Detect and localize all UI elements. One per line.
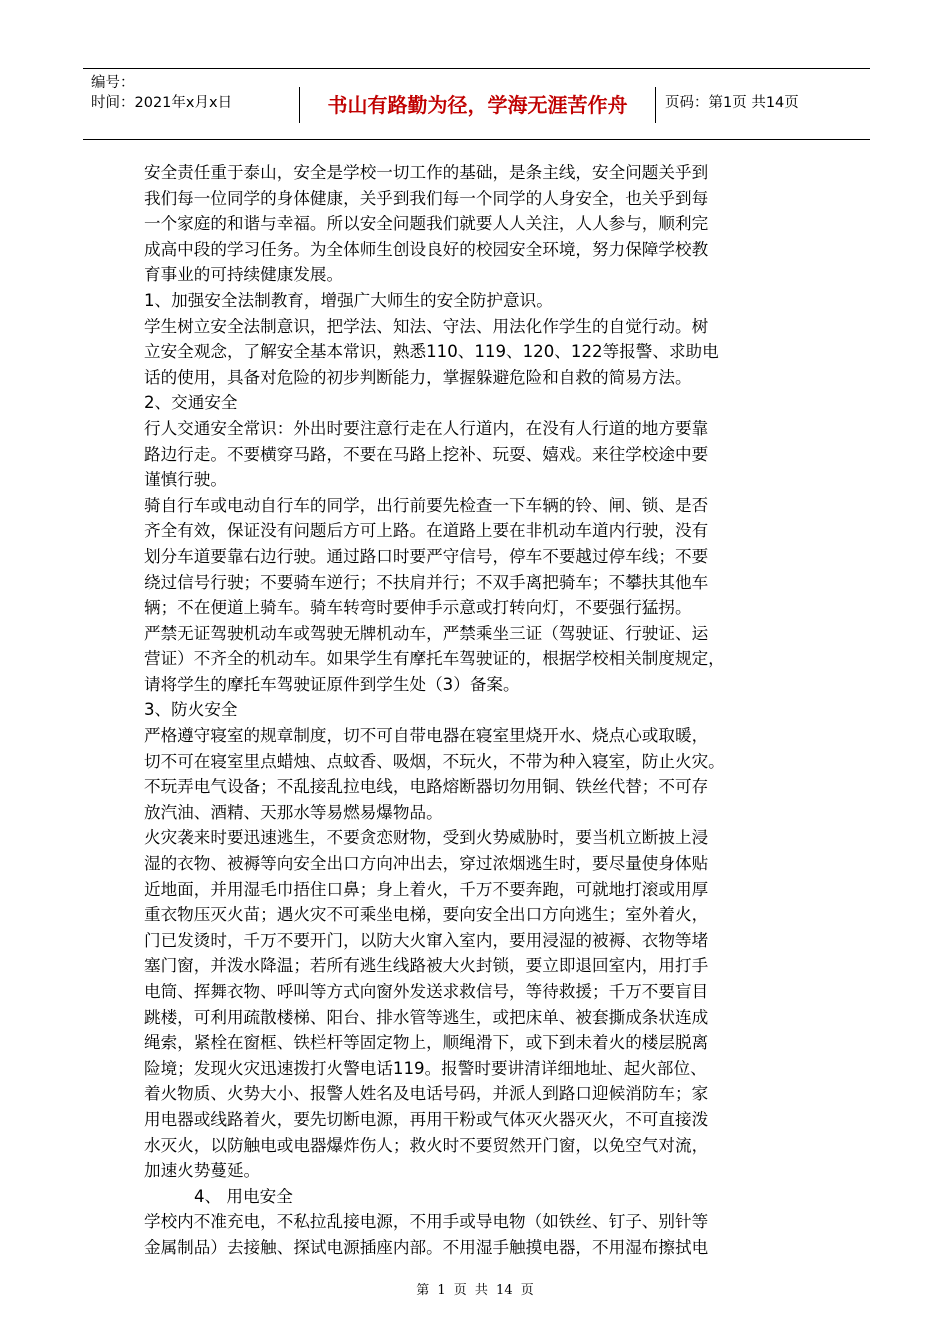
body-line: 不玩弄电气设备；不乱接乱拉电线，电路熔断器切勿用铜、铁丝代替；不可存 bbox=[144, 777, 709, 797]
body-line: 骑自行车或电动自行车的同学，出行前要先检查一下车辆的铃、闸、锁、是否 bbox=[144, 495, 709, 515]
body-line: 营证）不齐全的机动车。如果学生有摩托车驾驶证的，根据学校相关制度规定， bbox=[144, 649, 725, 669]
body-line: 切不可在寝室里点蜡烛、点蚊香、吸烟，不玩火，不带为种入寝室，防止火灾。 bbox=[144, 751, 725, 771]
document-date: 时间：2021年x月x日 bbox=[91, 95, 233, 111]
body-line: 成高中段的学习任务。为全体师生创设良好的校园安全环境，努力保障学校教 bbox=[144, 239, 709, 259]
body-line: 安全责任重于泰山，安全是学校一切工作的基础，是条主线，安全问题关乎到 bbox=[144, 163, 709, 182]
body-line: 湿的衣物、被褥等向安全出口方向冲出去，穿过浓烟逃生时，要尽量使身体贴 bbox=[144, 854, 709, 874]
body-line: 行人交通安全常识：外出时要注意行走在人行道内，在没有人行道的地方要靠 bbox=[144, 418, 709, 438]
body-line: 水灭火，以防触电或电器爆炸伤人；救火时不要贸然开门窗，以免空气对流， bbox=[144, 1135, 709, 1155]
body-line: 金属制品）去接触、探试电源插座内部。不用湿手触摸电器，不用湿布擦拭电 bbox=[144, 1237, 709, 1257]
body-line: 谨慎行驶。 bbox=[144, 470, 227, 490]
body-line: 严格遵守寝室的规章制度，切不可自带电器在寝室里烧开水、烧点心或取暖， bbox=[144, 726, 709, 746]
body-line: 辆；不在便道上骑车。骑车转弯时要伸手示意或打转向灯，不要强行猛拐。 bbox=[144, 598, 692, 618]
body-line: 齐全有效，保证没有问题后方可上路。在道路上要在非机动车道内行驶，没有 bbox=[144, 521, 709, 541]
body-line: 跳楼，可利用疏散楼梯、阳台、排水管等逃生，或把床单、被套撕成条状连成 bbox=[144, 1007, 709, 1027]
header-page-info: 页码：第1页 共14页 bbox=[665, 95, 799, 111]
document-number: 编号： bbox=[91, 75, 135, 91]
body-line: 立安全观念，了解安全基本常识，熟悉110、119、120、122等报警、求助电 bbox=[144, 342, 719, 362]
body-line: 4、 用电安全 bbox=[194, 1186, 293, 1206]
body-line: 放汽油、酒精、天那水等易燃易爆物品。 bbox=[144, 802, 443, 822]
body-line: 绳索，紧栓在窗框、铁栏杆等固定物上，顺绳滑下，或下到未着火的楼层脱离 bbox=[144, 1033, 709, 1053]
body-line: 话的使用，具备对危险的初步判断能力，掌握躲避危险和自救的简易方法。 bbox=[144, 367, 692, 387]
body-line: 火灾袭来时要迅速逃生，不要贪恋财物，受到火势威胁时，要当机立断披上浸 bbox=[144, 828, 709, 848]
body-line: 塞门窗，并泼水降温；若所有逃生线路被大火封锁，要立即退回室内，用打手 bbox=[144, 956, 709, 976]
body-line: 绕过信号行驶；不要骑车逆行；不扶肩并行；不双手离把骑车；不攀扶其他车 bbox=[144, 572, 709, 592]
body-line: 严禁无证驾驶机动车或驾驶无牌机动车，严禁乘坐三证（驾驶证、行驶证、运 bbox=[144, 623, 709, 643]
document-body bbox=[144, 160, 809, 1261]
body-line: 用电器或线路着火，要先切断电源，再用干粉或气体灭火器灭火，不可直接泼 bbox=[144, 1109, 709, 1129]
body-line: 育事业的可持续健康发展。 bbox=[144, 265, 344, 285]
header-meta bbox=[91, 73, 291, 113]
body-line: 学生树立安全法制意识，把学法、知法、守法、用法化作学生的自觉行动。树 bbox=[144, 316, 709, 336]
body-line: 近地面，并用湿毛巾捂住口鼻；身上着火，千万不要奔跑，可就地打滚或用厚 bbox=[144, 879, 709, 899]
body-line: 学校内不准充电，不私拉乱接电源，不用手或导电物（如铁丝、钉子、别针等 bbox=[144, 1212, 709, 1232]
body-line: 重衣物压灭火苗；遇火灾不可乘坐电梯，要向安全出口方向逃生；室外着火， bbox=[144, 905, 709, 925]
body-line: 加速火势蔓延。 bbox=[144, 1161, 261, 1181]
body-line: 划分车道要靠右边行驶。通过路口时要严守信号，停车不要越过停车线；不要 bbox=[144, 546, 709, 566]
body-line: 2、交通安全 bbox=[144, 393, 238, 413]
body-line: 请将学生的摩托车驾驶证原件到学生处（3）备案。 bbox=[144, 674, 520, 694]
page-footer: 第 1 页 共 14 页 bbox=[416, 1283, 534, 1298]
body-line: 险境；发现火灾迅速拨打火警电话119。报警时要讲清详细地址、起火部位、 bbox=[144, 1058, 707, 1078]
body-line: 电筒、挥舞衣物、呼叫等方式向窗外发送求救信号，等待救援；千万不要盲目 bbox=[144, 982, 709, 1001]
body-line: 1、加强安全法制教育，增强广大师生的安全防护意识。 bbox=[144, 290, 553, 310]
body-line: 门已发烫时，千万不要开门，以防大火窜入室内，要用浸湿的被褥、衣物等堵 bbox=[144, 930, 709, 950]
body-line: 着火物质、火势大小、报警人姓名及电话号码，并派人到路口迎候消防车；家 bbox=[144, 1084, 709, 1104]
body-line: 我们每一位同学的身体健康，关乎到我们每一个同学的人身安全，也关乎到每 bbox=[144, 188, 709, 208]
body-line: 一个家庭的和谐与幸福。所以安全问题我们就要人人关注，人人参与，顺利完 bbox=[144, 214, 709, 234]
body-line: 3、防火安全 bbox=[144, 700, 238, 720]
page-header bbox=[83, 68, 870, 140]
body-line: 路边行走。不要横穿马路，不要在马路上挖补、玩耍、嬉戏。来往学校途中要 bbox=[144, 444, 709, 464]
header-motto: 书山有路勤为径，学海无涯苦作舟 bbox=[299, 87, 656, 123]
